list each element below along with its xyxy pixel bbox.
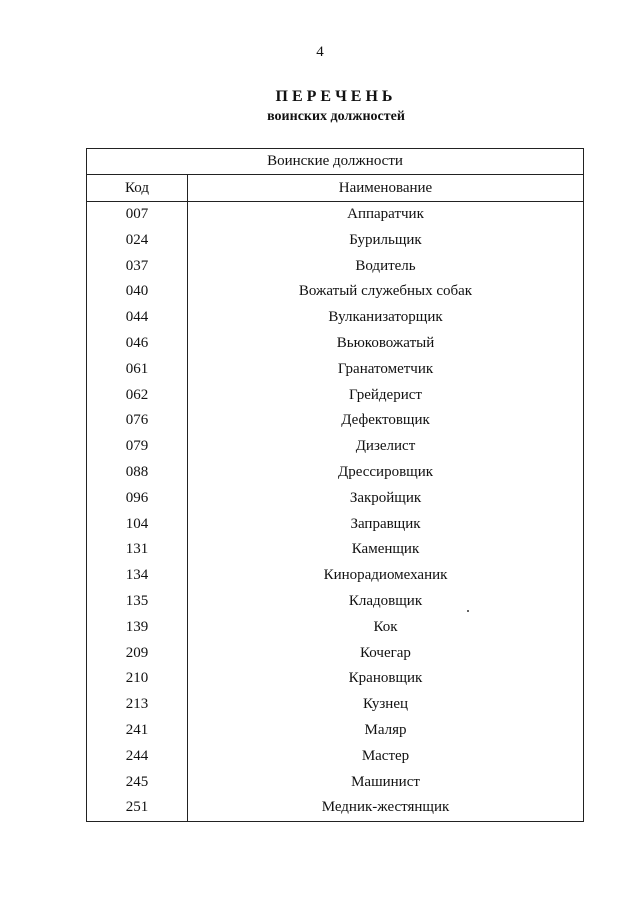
table-caption: Воинские должности [87,149,584,175]
row-name: Водитель [188,254,584,280]
table-row [87,357,584,383]
table-row [87,460,584,486]
row-code: 241 [87,718,188,744]
row-code: 024 [87,228,188,254]
row-name: Закройщик [188,486,584,512]
table-row [87,279,584,305]
row-code: 213 [87,692,188,718]
row-name: Каменщик [188,537,584,563]
row-code: 061 [87,357,188,383]
row-code: 062 [87,383,188,409]
document-subtitle: воинских должностей [267,109,405,124]
row-code: 131 [87,537,188,563]
table-row [87,692,584,718]
row-name: Грейдерист [188,383,584,409]
row-code: 104 [87,512,188,538]
table-row [87,795,584,821]
table-row [87,718,584,744]
row-code: 044 [87,305,188,331]
row-code: 251 [87,795,188,821]
scan-speck [467,610,469,612]
table-row [87,615,584,641]
row-code: 079 [87,434,188,460]
row-code: 088 [87,460,188,486]
row-name: Вулканизаторщик [188,305,584,331]
row-code: 209 [87,641,188,667]
row-name: Вожатый служебных собак [188,279,584,305]
table-row [87,486,584,512]
row-code: 037 [87,254,188,280]
row-code: 076 [87,408,188,434]
row-name: Кладовщик [188,589,584,615]
row-name: Маляр [188,718,584,744]
row-name: Кинорадиомеханик [188,563,584,589]
row-name: Мастер [188,744,584,770]
row-name: Медник-жестянщик [188,795,584,821]
row-name: Бурильщик [188,228,584,254]
row-code: 096 [87,486,188,512]
row-code: 244 [87,744,188,770]
row-name: Аппаратчик [188,202,584,228]
document-title: ПЕРЕЧЕНЬ [275,88,397,105]
table-row [87,537,584,563]
table-row [87,408,584,434]
row-name: Дрессировщик [188,460,584,486]
page-number: 4 [316,44,324,60]
table-row [87,666,584,692]
positions-table [86,148,584,822]
table-row [87,254,584,280]
row-code: 135 [87,589,188,615]
row-code: 139 [87,615,188,641]
row-name: Вьюковожатый [188,331,584,357]
table-body [87,202,584,822]
column-header-code: Код [87,175,188,202]
row-code: 134 [87,563,188,589]
table-row [87,744,584,770]
row-code: 046 [87,331,188,357]
row-name: Кузнец [188,692,584,718]
row-code: 245 [87,770,188,796]
column-header-name: Наименование [188,175,584,202]
table-row [87,331,584,357]
row-code: 007 [87,202,188,228]
table-row [87,641,584,667]
table-row [87,589,584,615]
positions-table-container [86,148,584,822]
table-caption-row [87,149,584,175]
table-row [87,305,584,331]
table-row [87,563,584,589]
row-code: 210 [87,666,188,692]
row-name: Кок [188,615,584,641]
row-name: Машинист [188,770,584,796]
row-code: 040 [87,279,188,305]
row-name: Кочегар [188,641,584,667]
row-name: Гранатометчик [188,357,584,383]
row-name: Дизелист [188,434,584,460]
table-row [87,383,584,409]
row-name: Крановщик [188,666,584,692]
table-row [87,512,584,538]
row-name: Дефектовщик [188,408,584,434]
table-row [87,228,584,254]
table-row [87,202,584,228]
table-header-row [87,175,584,202]
table-row [87,770,584,796]
table-row [87,434,584,460]
row-name: Заправщик [188,512,584,538]
